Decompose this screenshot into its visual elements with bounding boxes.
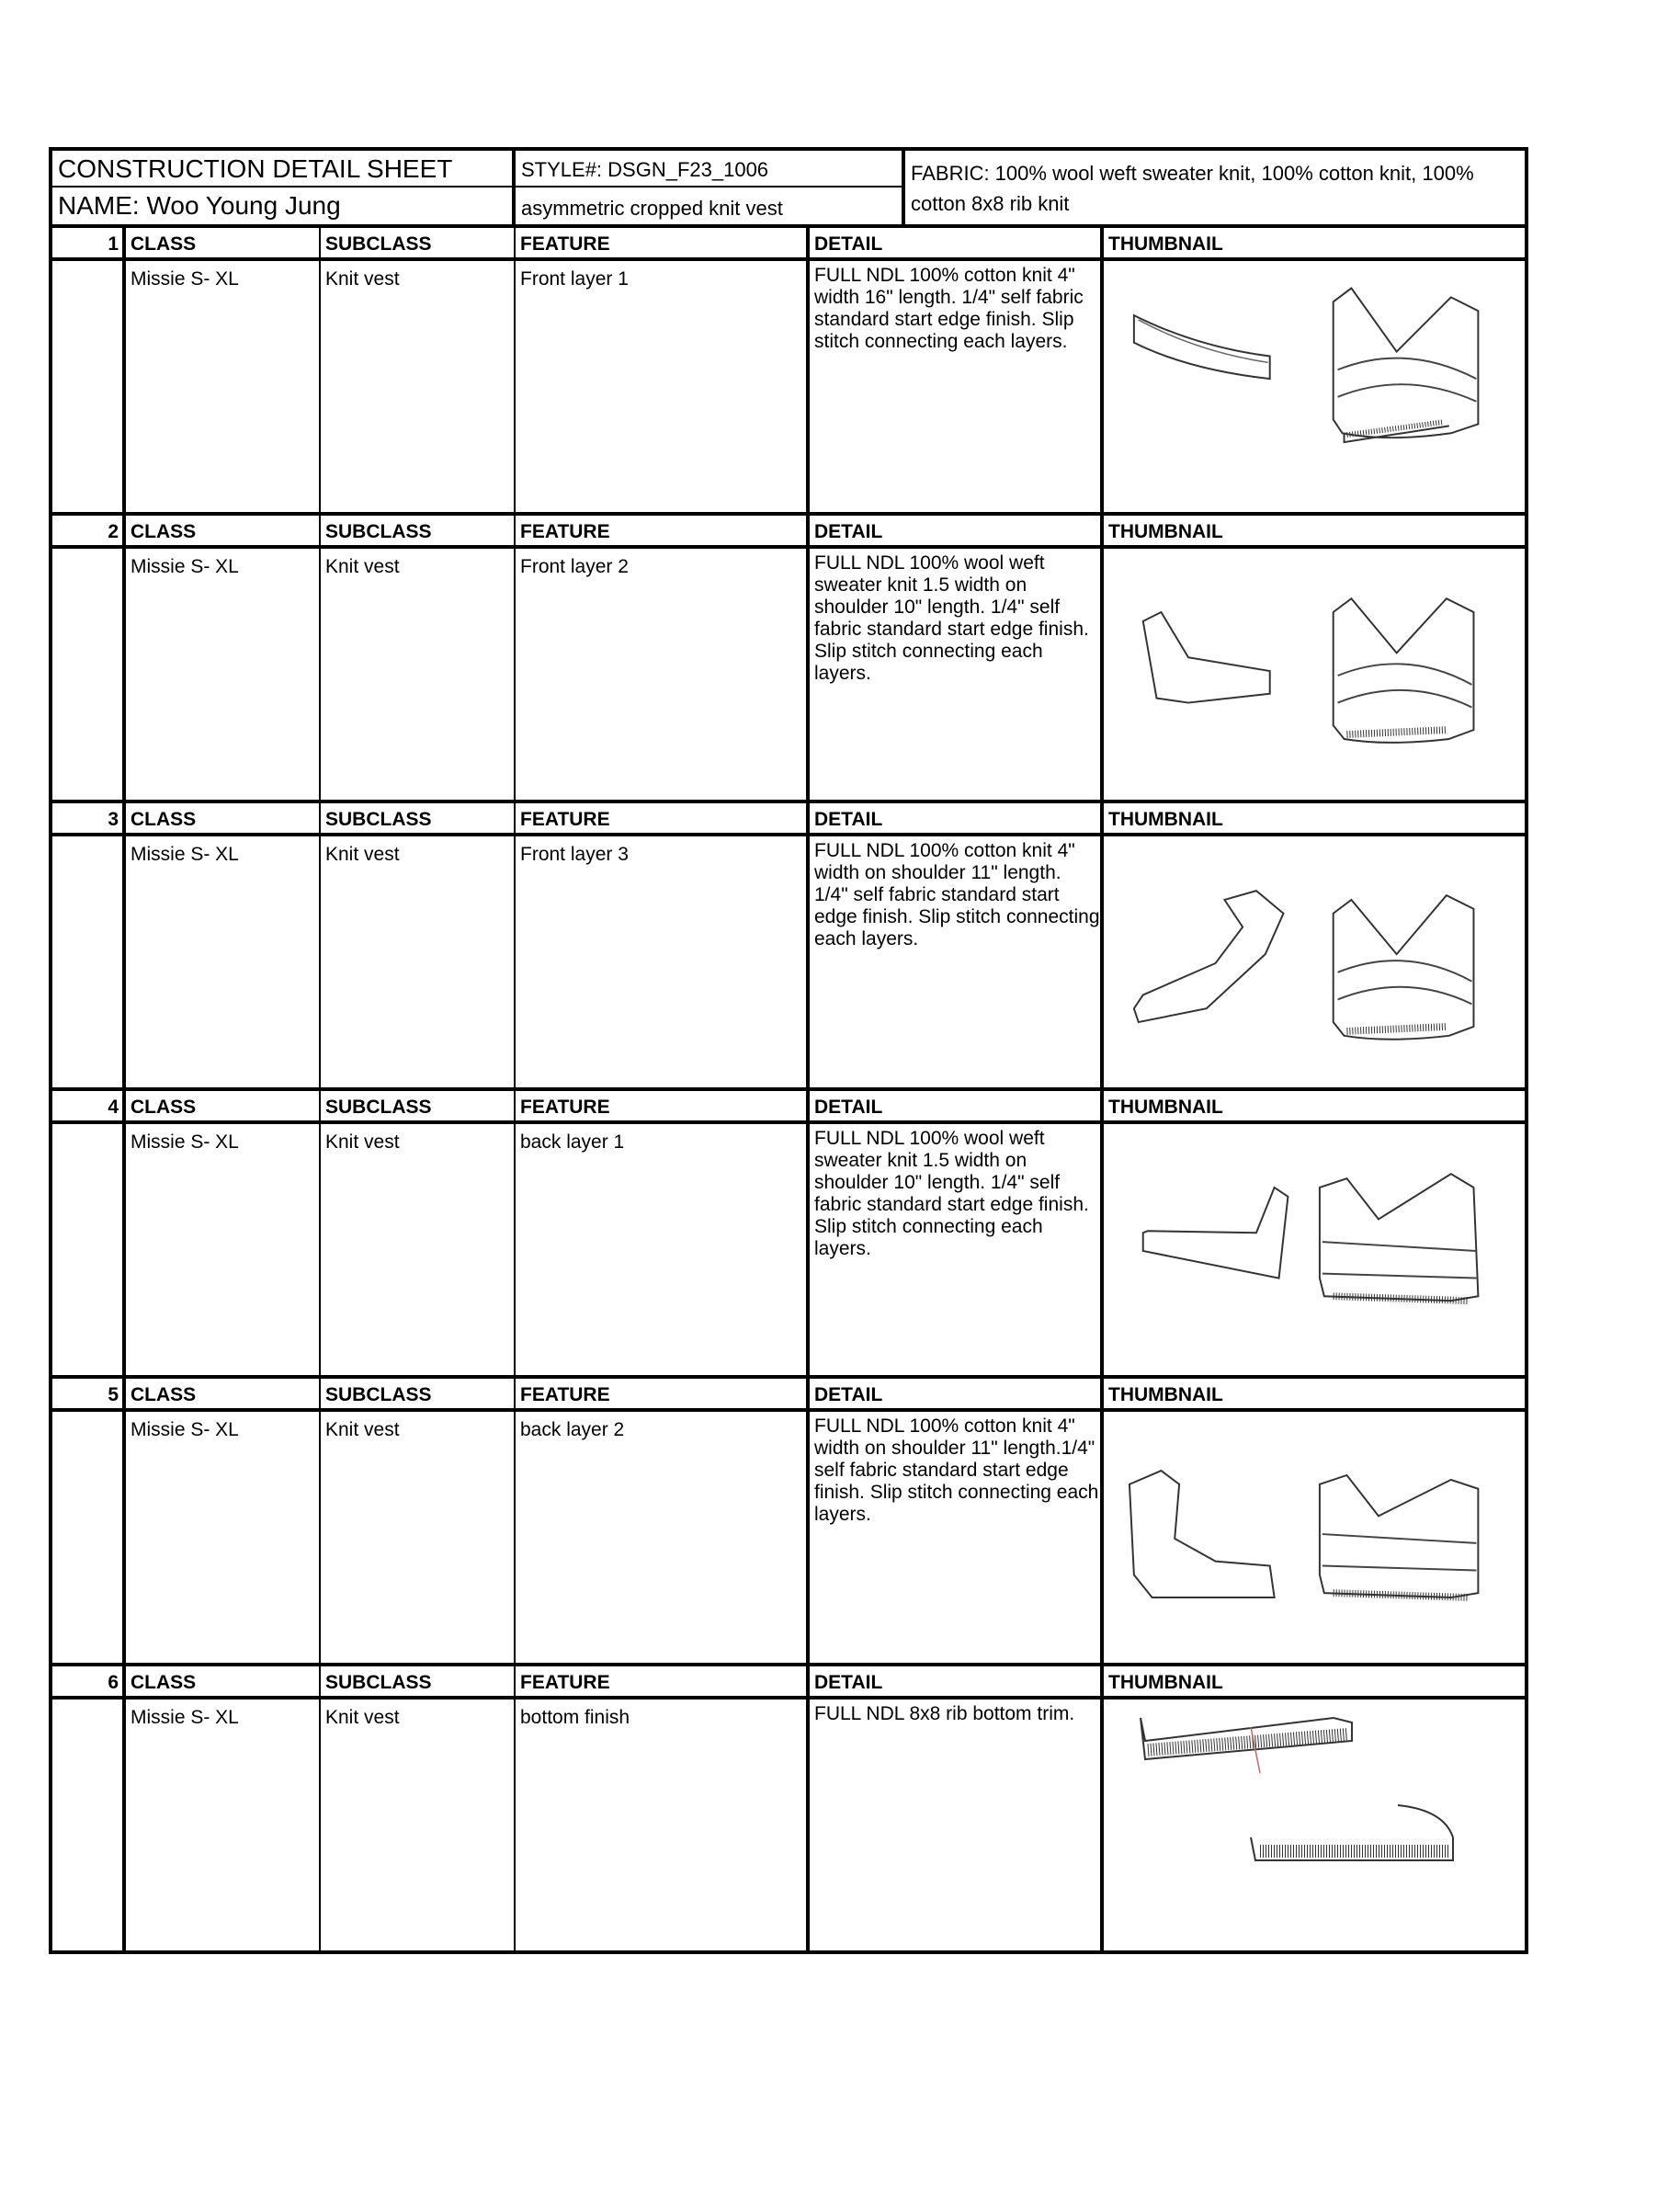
row-number: 6 (52, 1666, 126, 1696)
feature-heading: FEATURE (516, 1379, 810, 1408)
row-number-cell (52, 1412, 126, 1663)
thumbnail-cell (1104, 836, 1525, 1087)
class-heading: CLASS (126, 1379, 321, 1408)
detail-cell (810, 836, 1104, 1087)
row-header (52, 228, 1525, 261)
feature-value: back layer 2 (516, 1412, 810, 1663)
feature-heading: FEATURE (516, 1666, 810, 1696)
back-layer-1-sketch-icon (1104, 1124, 1525, 1375)
row-number: 1 (52, 228, 126, 257)
class-value: Missie S- XL (126, 836, 321, 1087)
thumbnail-cell (1104, 1412, 1525, 1663)
construction-row (52, 1666, 1525, 1954)
feature-heading: FEATURE (516, 1091, 810, 1120)
subclass-heading: SUBCLASS (321, 228, 516, 257)
row-number-cell (52, 836, 126, 1087)
row-number-cell (52, 549, 126, 800)
row-body (52, 836, 1525, 1091)
feature-value: back layer 1 (516, 1124, 810, 1375)
style-number: STYLE#: DSGN_F23_1006 (516, 151, 902, 188)
subclass-heading: SUBCLASS (321, 1666, 516, 1696)
feature-value: Front layer 2 (516, 549, 810, 800)
row-body (52, 1699, 1525, 1954)
thumbnail-heading: THUMBNAIL (1108, 1672, 1223, 1693)
rib-trim-sketch-icon (1104, 1699, 1525, 1954)
title-name-block (52, 151, 516, 224)
detail-value: FULL NDL 100% cotton knit 4" width 16" length. 1/4" self fabric standard start edge finish. Slip stitch connecting each layers. (814, 265, 1084, 352)
feature-value: Front layer 3 (516, 836, 810, 1087)
class-value: Missie S- XL (126, 549, 321, 800)
row-header (52, 803, 1525, 836)
row-body (52, 549, 1525, 803)
designer-name: NAME: Woo Young Jung (58, 191, 341, 220)
detail-value: FULL NDL 100% cotton knit 4" width on shoulder 11" length.1/4" self fabric standard start edge finish. Slip stitch connecting each layers. (814, 1415, 1099, 1525)
row-number-cell (52, 261, 126, 512)
feature-value: bottom finish (516, 1699, 810, 1954)
front-layer-1-sketch-icon (1104, 261, 1525, 512)
thumbnail-heading: THUMBNAIL (1108, 521, 1223, 542)
feature-value: Front layer 1 (516, 261, 810, 512)
style-description: asymmetric cropped knit vest (521, 197, 783, 220)
style-block (516, 151, 905, 224)
thumbnail-heading: THUMBNAIL (1108, 809, 1223, 830)
class-heading: CLASS (126, 1091, 321, 1120)
thumbnail-cell (1104, 261, 1525, 512)
front-layer-2-sketch-icon (1104, 549, 1525, 800)
back-layer-2-sketch-icon (1104, 1412, 1525, 1663)
fabric-block (905, 151, 1525, 224)
row-body (52, 261, 1525, 516)
row-number-cell (52, 1124, 126, 1375)
sheet-header (52, 151, 1525, 228)
detail-heading: DETAIL (810, 1379, 1104, 1408)
detail-heading: DETAIL (810, 1666, 1104, 1696)
detail-cell (810, 1699, 1104, 1954)
thumbnail-heading: THUMBNAIL (1108, 1097, 1223, 1118)
subclass-value: Knit vest (321, 1124, 516, 1375)
feature-heading: FEATURE (516, 803, 810, 833)
row-header (52, 516, 1525, 549)
thumbnail-cell (1104, 549, 1525, 800)
detail-cell (810, 261, 1104, 512)
class-heading: CLASS (126, 516, 321, 545)
class-value: Missie S- XL (126, 1412, 321, 1663)
class-value: Missie S- XL (126, 261, 321, 512)
class-value: Missie S- XL (126, 1699, 321, 1954)
construction-row (52, 1379, 1525, 1666)
row-number: 3 (52, 803, 126, 833)
construction-row (52, 803, 1525, 1091)
detail-value: FULL NDL 100% wool weft sweater knit 1.5 width on shoulder 10" length. 1/4" self fabric standard start edge finish. Slip stitch connecting each layers. (814, 1128, 1089, 1259)
subclass-heading: SUBCLASS (321, 803, 516, 833)
detail-cell (810, 1124, 1104, 1375)
fabric-description: FABRIC: 100% wool weft sweater knit, 100% cotton knit, 100% cotton 8x8 rib knit (911, 162, 1474, 215)
class-heading: CLASS (126, 803, 321, 833)
subclass-value: Knit vest (321, 549, 516, 800)
detail-cell (810, 1412, 1104, 1663)
subclass-value: Knit vest (321, 1699, 516, 1954)
thumbnail-cell (1104, 1124, 1525, 1375)
row-number: 4 (52, 1091, 126, 1120)
subclass-value: Knit vest (321, 836, 516, 1087)
class-heading: CLASS (126, 1666, 321, 1696)
detail-heading: DETAIL (810, 803, 1104, 833)
feature-heading: FEATURE (516, 516, 810, 545)
front-layer-3-sketch-icon (1104, 836, 1525, 1087)
row-body (52, 1124, 1525, 1379)
construction-row (52, 228, 1525, 516)
detail-heading: DETAIL (810, 516, 1104, 545)
row-header (52, 1379, 1525, 1412)
detail-value: FULL NDL 8x8 rib bottom trim. (814, 1703, 1075, 1724)
class-value: Missie S- XL (126, 1124, 321, 1375)
row-body (52, 1412, 1525, 1666)
thumbnail-heading: THUMBNAIL (1108, 1384, 1223, 1405)
thumbnail-heading: THUMBNAIL (1108, 233, 1223, 255)
subclass-value: Knit vest (321, 261, 516, 512)
feature-heading: FEATURE (516, 228, 810, 257)
subclass-heading: SUBCLASS (321, 516, 516, 545)
detail-heading: DETAIL (810, 228, 1104, 257)
detail-value: FULL NDL 100% cotton knit 4" width on shoulder 11" length. 1/4" self fabric standard start edge finish. Slip stitch connecting each layers. (814, 840, 1100, 949)
subclass-value: Knit vest (321, 1412, 516, 1663)
class-heading: CLASS (126, 228, 321, 257)
row-header (52, 1091, 1525, 1124)
row-number-cell (52, 1699, 126, 1954)
sheet-title: CONSTRUCTION DETAIL SHEET (52, 151, 512, 188)
detail-value: FULL NDL 100% wool weft sweater knit 1.5 width on shoulder 10" length. 1/4" self fabric standard start edge finish. Slip stitch connecting each layers. (814, 552, 1089, 684)
detail-cell (810, 549, 1104, 800)
row-number: 2 (52, 516, 126, 545)
construction-detail-sheet (49, 147, 1528, 1954)
detail-heading: DETAIL (810, 1091, 1104, 1120)
row-header (52, 1666, 1525, 1699)
subclass-heading: SUBCLASS (321, 1091, 516, 1120)
construction-row (52, 516, 1525, 803)
subclass-heading: SUBCLASS (321, 1379, 516, 1408)
thumbnail-cell (1104, 1699, 1525, 1954)
row-number: 5 (52, 1379, 126, 1408)
construction-row (52, 1091, 1525, 1379)
